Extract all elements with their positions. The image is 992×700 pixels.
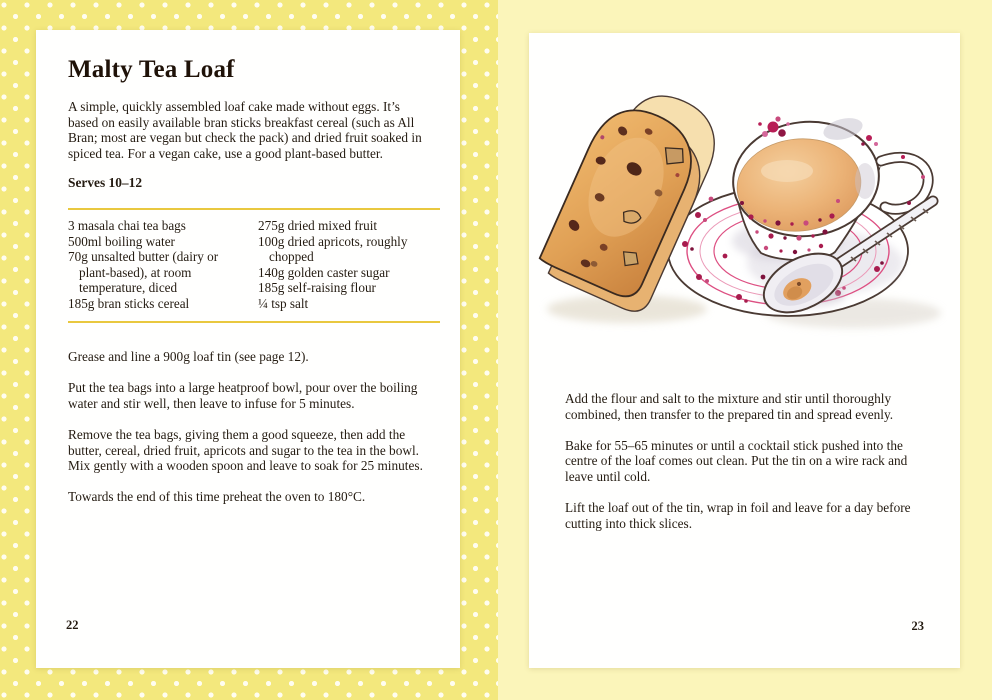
ingredient-item: ¼ tsp salt [258,295,309,311]
page-number-right: 23 [911,619,924,633]
right-page [529,33,960,668]
ingredient-item: 185g self-raising flour [258,280,376,296]
ingredient-item: 70g unsalted butter (dairy or plant-based), at room temperature, diced [68,249,219,296]
method-step: Remove the tea bags, giving them a good squeeze, then add the butter, cereal, dried fruit, apricots and sugar to the tea in the bowl. Mix gently with a wooden spoon and leave to soak for 25 minutes. [68,427,423,474]
grey-wash [855,163,875,199]
ingredient-item: 500ml boiling water [68,233,175,249]
ingredient-item: 100g dried apricots, roughly chopped [258,233,408,265]
ingredient-item: 185g bran sticks cereal [68,295,190,311]
ingredient-item: 275g dried mixed fruit [258,218,378,234]
method-step: Put the tea bags into a large heatproof bowl, pour over the boiling water and stir well, then leave to infuse for 5 minutes. [68,380,418,412]
recipe-intro: A simple, quickly assembled loaf cake made without eggs. It’s based on easily available bran sticks breakfast cereal (such as All Bran; most are vegan but check the pack) and dried fruit soaked in spiced tea. For a vegan cake, use a good plant-based butter. [68,99,422,161]
ingredients-column-2 [258,218,440,311]
ingredient-item: 3 masala chai tea bags [68,218,186,234]
method-step: Add the flour and salt to the mixture and stir until thoroughly combined, then transfer to the prepared tin and spread evenly. [565,391,894,422]
ingredients-column-1 [68,218,250,311]
left-page-content [36,30,460,505]
left-page [36,30,460,668]
ingredients-section [68,208,440,323]
method-steps-right [565,391,929,547]
method-step: Bake for 55–65 minutes or until a cocktail stick pushed into the centre of the loaf comes out clean. Put the tin on a wire rack and leave until cold. [565,437,908,484]
cup-handle [881,155,928,209]
recipe-title: Malty Tea Loaf [68,56,235,83]
page-number-left: 22 [66,618,79,632]
serves-line: Serves 10–12 [68,175,143,191]
ingredient-item: 140g golden caster sugar [258,264,390,280]
tea-loaf-and-teacup-illustration [535,91,947,345]
method-step: Towards the end of this time preheat the oven to 180°C. [68,489,366,505]
method-steps-left [68,349,440,505]
watercolor-illustration [535,91,947,345]
method-step: Lift the loaf out of the tin, wrap in foil and leave for a day before cutting into thick slices. [565,499,911,531]
tea-highlight [761,160,813,182]
method-step: Grease and line a 900g loaf tin (see page 12). [68,349,309,365]
